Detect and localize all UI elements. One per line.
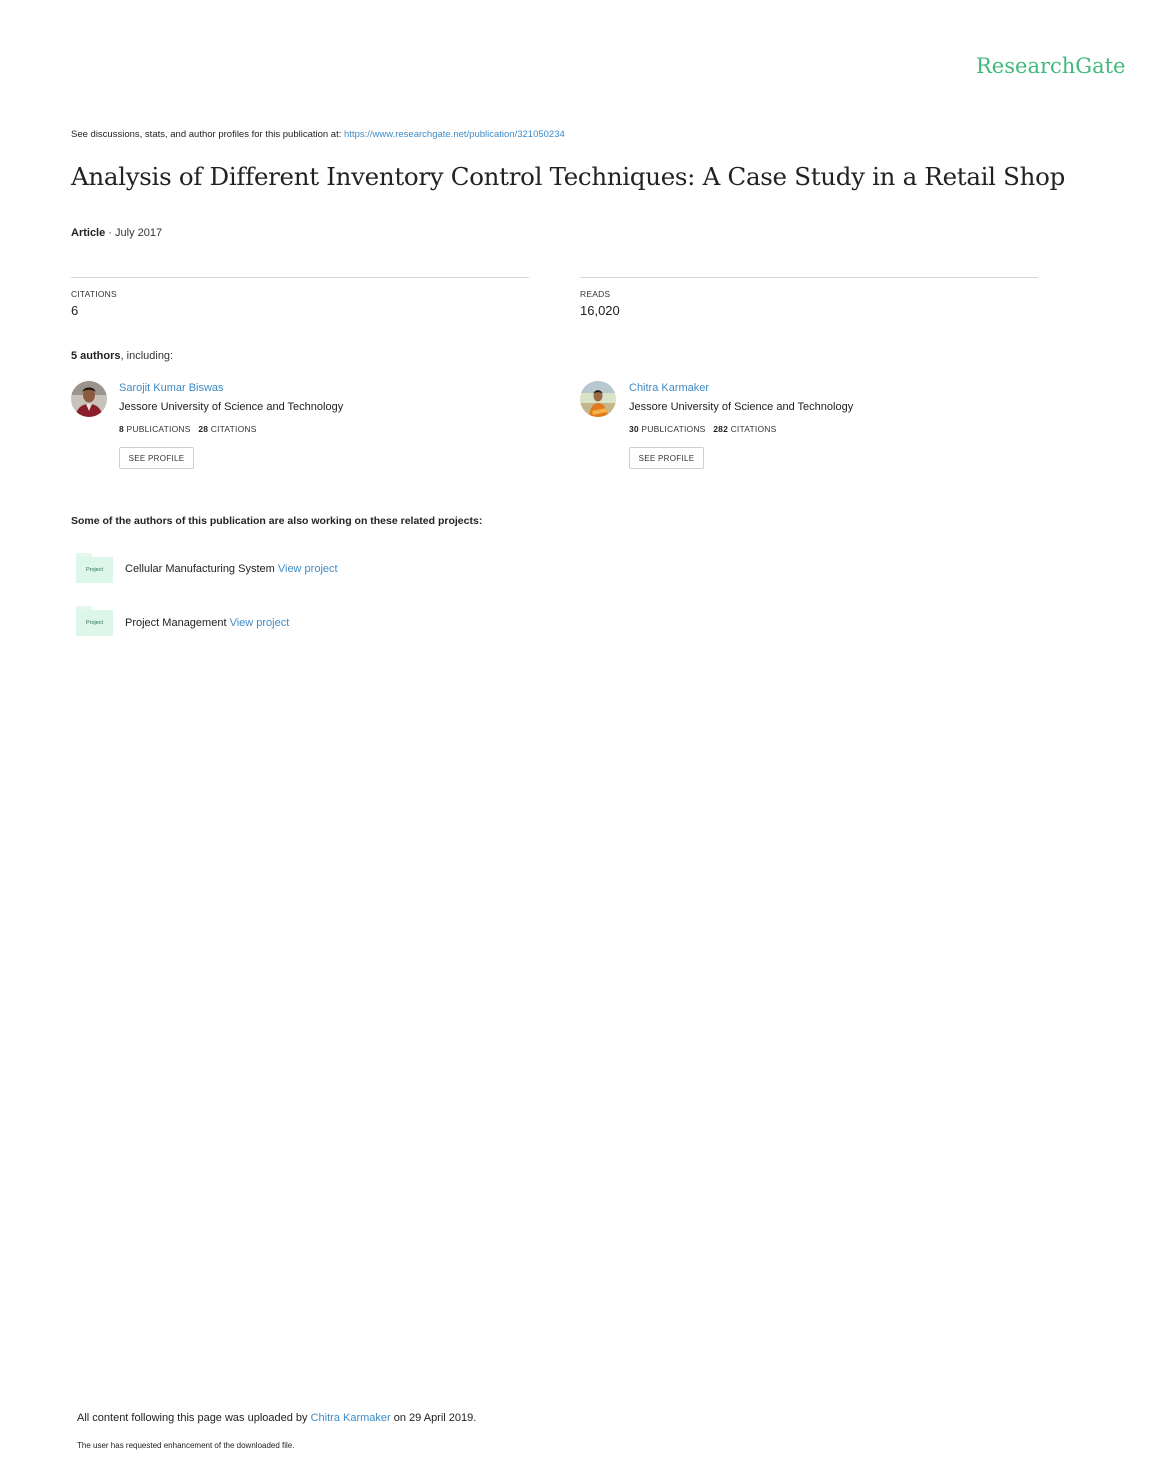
enhancement-note: The user has requested enhancement of the downloaded file. bbox=[77, 1441, 295, 1450]
reads-label: READS bbox=[580, 289, 611, 299]
reads-value: 16,020 bbox=[580, 303, 620, 318]
project-name: Cellular Manufacturing System bbox=[125, 563, 275, 575]
author-publications-label: PUBLICATIONS bbox=[126, 424, 191, 434]
publication-date: July 2017 bbox=[115, 227, 163, 239]
researchgate-logo[interactable]: ResearchGate bbox=[976, 54, 1126, 78]
see-discussions-line bbox=[71, 129, 565, 140]
project-item bbox=[125, 617, 289, 629]
project-icon-label: Project bbox=[76, 557, 113, 583]
see-profile-button[interactable]: SEE PROFILE bbox=[629, 447, 704, 469]
related-projects-heading: Some of the authors of this publication are also working on these related projects: bbox=[71, 515, 483, 527]
uploader-link[interactable]: Chitra Karmaker bbox=[310, 1412, 391, 1424]
author-publications-label: PUBLICATIONS bbox=[641, 424, 706, 434]
author-publications-count: 8 bbox=[119, 424, 124, 434]
author-publications-count: 30 bbox=[629, 424, 639, 434]
view-project-link[interactable]: View project bbox=[229, 617, 290, 629]
citations-label: CITATIONS bbox=[71, 289, 117, 299]
authors-including: , including: bbox=[120, 350, 174, 362]
project-item bbox=[125, 563, 338, 575]
upload-notice bbox=[77, 1412, 476, 1424]
project-folder-icon bbox=[74, 553, 114, 585]
publication-title: Analysis of Different Inventory Control Techniques: A Case Study in a Retail Shop bbox=[71, 162, 1065, 191]
author-citations-label: CITATIONS bbox=[210, 424, 257, 434]
upload-suffix: on 29 April 2019. bbox=[393, 1412, 477, 1424]
author-citations-label: CITATIONS bbox=[730, 424, 777, 434]
author-stats bbox=[629, 424, 776, 434]
view-project-link[interactable]: View project bbox=[277, 563, 338, 575]
citations-divider bbox=[71, 277, 529, 278]
author-citations-count: 282 bbox=[713, 424, 729, 434]
author-name-link[interactable]: Chitra Karmaker bbox=[629, 382, 710, 394]
citations-value: 6 bbox=[71, 303, 79, 318]
authors-heading bbox=[71, 350, 173, 362]
project-icon-label: Project bbox=[76, 610, 113, 636]
author-institution: Jessore University of Science and Technology bbox=[119, 401, 344, 413]
reads-divider bbox=[580, 277, 1038, 278]
project-folder-icon bbox=[74, 606, 114, 638]
see-discussions-text: See discussions, stats, and author profiles for this publication at: bbox=[71, 129, 342, 140]
project-name: Project Management bbox=[125, 617, 227, 629]
publication-meta bbox=[71, 227, 162, 239]
author-name-link[interactable]: Sarojit Kumar Biswas bbox=[119, 382, 224, 394]
author-stats bbox=[119, 424, 257, 434]
author-institution: Jessore University of Science and Technology bbox=[629, 401, 854, 413]
see-profile-button[interactable]: SEE PROFILE bbox=[119, 447, 194, 469]
author-citations-count: 28 bbox=[198, 424, 209, 434]
upload-prefix: All content following this page was uploaded by bbox=[77, 1412, 308, 1424]
author-avatar[interactable] bbox=[580, 381, 616, 417]
authors-count: 5 authors bbox=[71, 350, 121, 362]
publication-type: Article bbox=[71, 227, 106, 239]
publication-url-link[interactable]: https://www.researchgate.net/publication/321050234 bbox=[344, 129, 565, 140]
meta-separator: · bbox=[105, 227, 116, 239]
author-avatar[interactable] bbox=[71, 381, 107, 417]
